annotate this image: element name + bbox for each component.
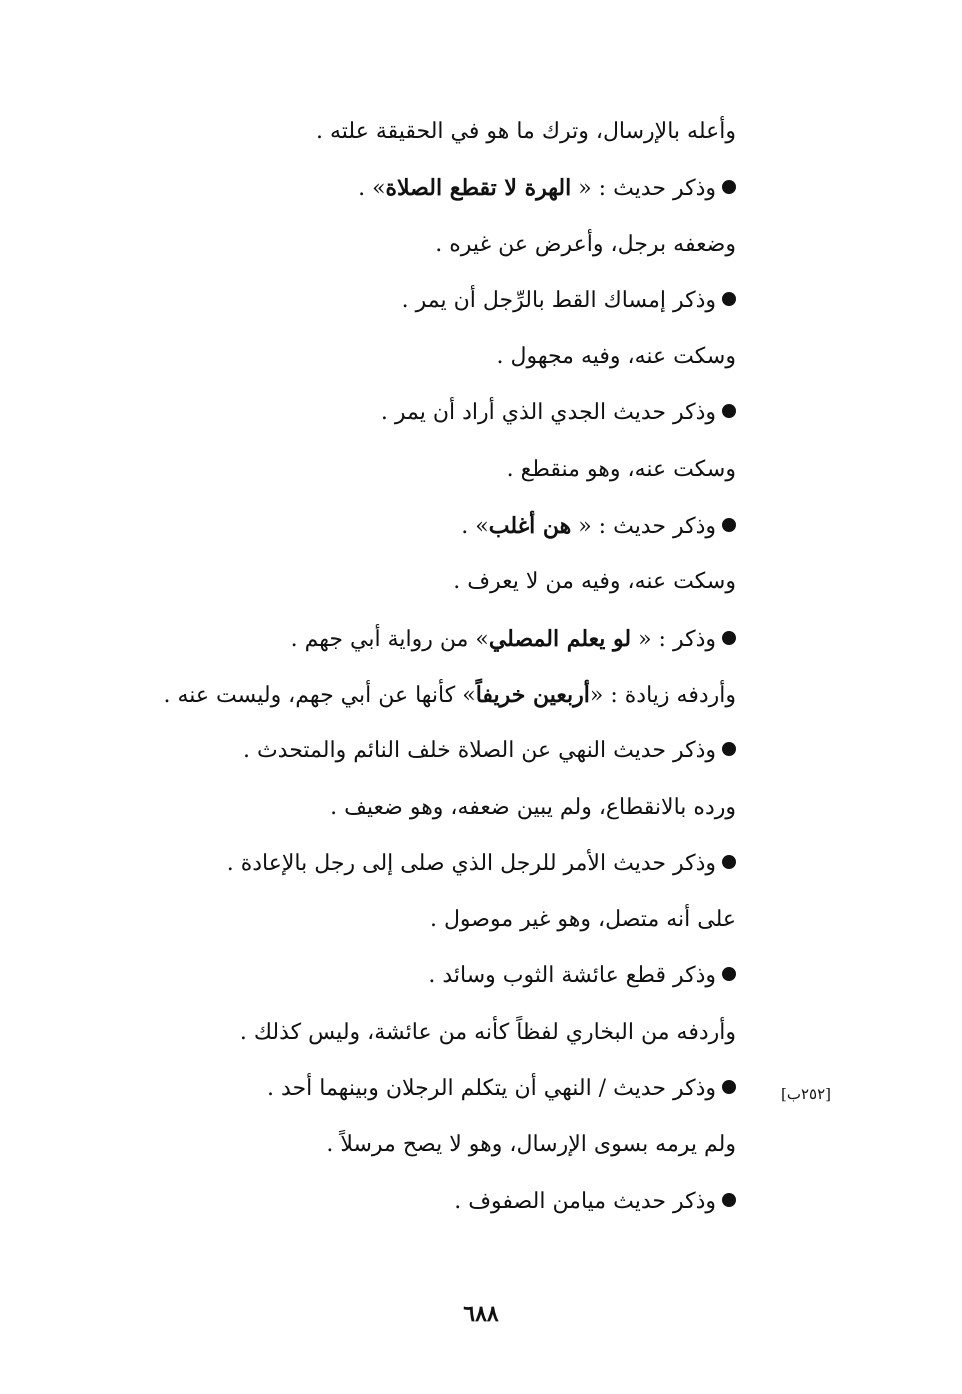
text-line — [146, 442, 736, 498]
line-text: وأردفه زيادة : « — [589, 682, 736, 708]
bullet-icon — [722, 180, 736, 194]
quoted-hadith-title: لو يعلم المصلي — [488, 625, 632, 652]
text-line — [146, 329, 736, 385]
text-line — [146, 667, 736, 723]
bullet-line — [146, 1061, 736, 1117]
line-text: وذكر إمساك القط بالرِّجل أن يمر . — [401, 287, 716, 313]
bullet-icon — [722, 518, 736, 532]
bullet-icon — [722, 1080, 736, 1094]
bullet-icon — [722, 967, 736, 981]
quoted-hadith-title: الهرة لا تقطع الصلاة — [385, 175, 572, 202]
bullet-line — [146, 836, 736, 892]
bullet-line — [146, 723, 736, 779]
line-text-tail: » كأنها عن أبي جهم، وليست عنه . — [163, 682, 476, 708]
line-text: ولم يرمه بسوى الإرسال، وهو لا يصح مرسلاً . — [326, 1132, 736, 1158]
text-line — [146, 104, 736, 160]
bullet-icon — [722, 742, 736, 756]
text-line — [146, 780, 736, 836]
line-text: وذكر حديث النهي عن الصلاة خلف النائم والمتحدث . — [242, 738, 716, 764]
line-text: وذكر : « — [631, 626, 716, 652]
line-text-tail: » من رواية أبي جهم . — [290, 626, 489, 652]
margin-folio-reference: [٢٥٢ب] — [781, 1085, 832, 1103]
line-text: وذكر قطع عائشة الثوب وسائد . — [428, 963, 716, 989]
text-line — [146, 1117, 736, 1173]
line-text: وأردفه من البخاري لفظاً كأنه من عائشة، وليس كذلك . — [239, 1019, 736, 1045]
line-text: وسكت عنه، وفيه من لا يعرف . — [453, 569, 736, 595]
bullet-icon — [722, 404, 736, 418]
quoted-hadith-title: أربعين خريفاً — [475, 681, 590, 708]
bullet-line — [146, 385, 736, 441]
text-line — [146, 1005, 736, 1061]
page-number: ٦٨٨ — [463, 1301, 499, 1327]
line-text: وسكت عنه، وفيه مجهول . — [496, 344, 736, 370]
bullet-line — [146, 948, 736, 1004]
bullet-icon — [722, 1193, 736, 1207]
line-text: وأعله بالإرسال، وترك ما هو في الحقيقة علته . — [316, 119, 736, 144]
bullet-line — [146, 273, 736, 329]
line-text-tail: » . — [358, 176, 386, 202]
bullet-line — [146, 160, 736, 216]
bullet-icon — [722, 631, 736, 645]
line-text: وسكت عنه، وهو منقطع . — [506, 456, 736, 482]
bullet-icon — [722, 855, 736, 869]
line-text: وذكر حديث ميامن الصفوف . — [454, 1188, 716, 1214]
bullet-line — [146, 611, 736, 667]
line-text: وضعفه برجل، وأعرض عن غيره . — [435, 231, 736, 257]
bullet-line — [146, 1174, 736, 1230]
line-text: ورده بالانقطاع، ولم يبين ضعفه، وهو ضعيف . — [330, 794, 736, 820]
text-block — [146, 104, 736, 1230]
line-text-tail: » . — [461, 514, 489, 540]
line-text: وذكر حديث الأمر للرجل الذي صلى إلى رجل بالإعادة . — [226, 850, 716, 876]
text-line — [146, 217, 736, 273]
quoted-hadith-title: هن أغلب — [488, 513, 572, 540]
bullet-icon — [722, 292, 736, 306]
line-text: على أنه متصل، وهو غير موصول . — [429, 907, 736, 933]
line-text: وذكر حديث الجدي الذي أراد أن يمر . — [380, 400, 716, 426]
text-line — [146, 554, 736, 610]
line-text: وذكر حديث : « — [571, 176, 716, 202]
line-text: وذكر حديث / النهي أن يتكلم الرجلان وبينهما أحد . — [267, 1076, 716, 1102]
text-line — [146, 892, 736, 948]
bullet-line — [146, 498, 736, 554]
line-text: وذكر حديث : « — [571, 514, 716, 540]
